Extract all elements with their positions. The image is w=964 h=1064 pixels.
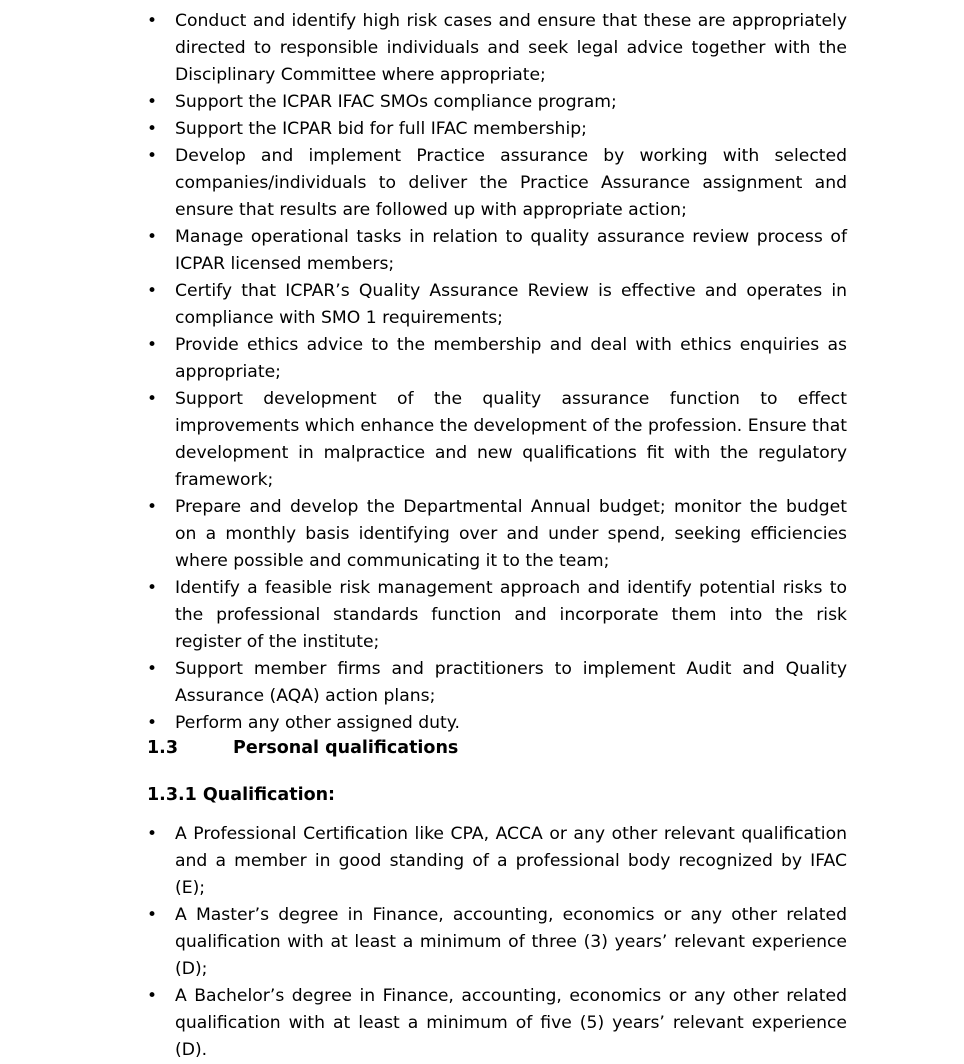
list-item: • Manage operational tasks in relation to quality assurance review process of ICPAR licensed members;: [147, 224, 847, 278]
section-title: Personal qualifications: [233, 738, 459, 758]
responsibilities-list: [147, 8, 847, 737]
list-item: • A Bachelor’s degree in Finance, accounting, economics or any other related qualification with at least a minimum of five (5) years’ relevant experience (D).: [147, 983, 847, 1064]
list-item: • Support member firms and practitioners to implement Audit and Quality Assurance (AQA) action plans;: [147, 656, 847, 710]
section-heading: [147, 736, 458, 760]
list-item: • Perform any other assigned duty.: [147, 710, 847, 737]
list-item: • Support the ICPAR IFAC SMOs compliance program;: [147, 89, 847, 116]
list-item: • Develop and implement Practice assurance by working with selected companies/individuals to deliver the Practice Assurance assignment and ensure that results are followed up with appropriate action;: [147, 143, 847, 224]
qualifications-list: [147, 821, 847, 1064]
list-item: • Conduct and identify high risk cases and ensure that these are appropriately directed to responsible individuals and seek legal advice together with the Disciplinary Committee where appropriate;: [147, 8, 847, 89]
subsection-title: Qualification:: [202, 785, 336, 805]
list-item: • Identify a feasible risk management approach and identify potential risks to the professional standards function and incorporate them into the risk register of the institute;: [147, 575, 847, 656]
list-item: • Prepare and develop the Departmental Annual budget; monitor the budget on a monthly basis identifying over and under spend, seeking efficiencies where possible and communicating it to the team;: [147, 494, 847, 575]
list-item: • A Master’s degree in Finance, accounting, economics or any other related qualification with at least a minimum of three (3) years’ relevant experience (D);: [147, 902, 847, 983]
list-item: • Certify that ICPAR’s Quality Assurance Review is effective and operates in compliance with SMO 1 requirements;: [147, 278, 847, 332]
list-item: • Support development of the quality assurance function to effect improvements which enhance the development of the profession. Ensure that development in malpractice and new qualifications fit with the regulatory framework;: [147, 386, 847, 494]
list-item: • Provide ethics advice to the membership and deal with ethics enquiries as appropriate;: [147, 332, 847, 386]
section-number: 1.3: [147, 738, 179, 758]
subsection-number: 1.3.1: [147, 785, 197, 805]
list-item: • Support the ICPAR bid for full IFAC membership;: [147, 116, 847, 143]
list-item: • A Professional Certification like CPA, ACCA or any other relevant qualification and a member in good standing of a professional body recognized by IFAC (E);: [147, 821, 847, 902]
subsection-heading: [147, 783, 335, 807]
